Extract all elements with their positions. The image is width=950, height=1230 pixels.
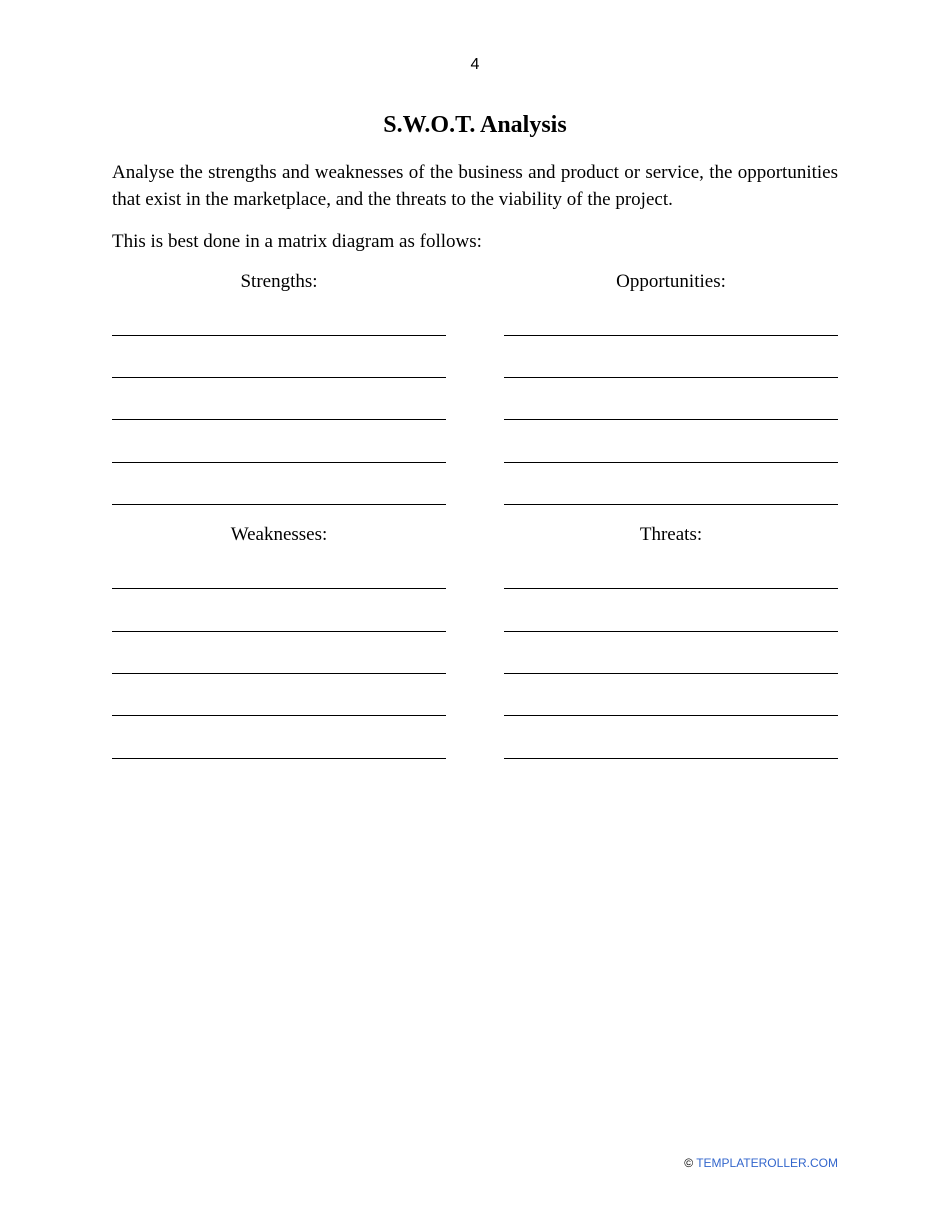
weaknesses-line[interactable] xyxy=(112,715,446,716)
weaknesses-line[interactable] xyxy=(112,631,446,632)
weaknesses-line[interactable] xyxy=(112,588,446,589)
threats-line[interactable] xyxy=(504,715,838,716)
footer-site-link[interactable]: TEMPLATEROLLER.COM xyxy=(696,1156,838,1170)
page-number: 4 xyxy=(470,56,480,73)
threats-line[interactable] xyxy=(504,588,838,589)
footer-credit xyxy=(684,1156,838,1170)
opportunities-line[interactable] xyxy=(504,419,838,420)
intro-paragraph: Analyse the strengths and weaknesses of the business and product or service, the opportunities that exist in the marketplace, and the threats to the viability of the project. xyxy=(112,162,838,210)
page-title: S.W.O.T. Analysis xyxy=(383,112,567,138)
weaknesses-line[interactable] xyxy=(112,673,446,674)
opportunities-label: Opportunities: xyxy=(616,271,726,292)
opportunities-line[interactable] xyxy=(504,462,838,463)
threats-line[interactable] xyxy=(504,673,838,674)
strengths-line[interactable] xyxy=(112,377,446,378)
opportunities-line[interactable] xyxy=(504,377,838,378)
strengths-line[interactable] xyxy=(112,504,446,505)
threats-line[interactable] xyxy=(504,631,838,632)
matrix-note: This is best done in a matrix diagram as follows: xyxy=(112,231,482,252)
weaknesses-line[interactable] xyxy=(112,758,446,759)
opportunities-line[interactable] xyxy=(504,504,838,505)
threats-line[interactable] xyxy=(504,758,838,759)
weaknesses-label: Weaknesses: xyxy=(230,524,328,545)
strengths-label: Strengths: xyxy=(240,271,318,292)
strengths-line[interactable] xyxy=(112,419,446,420)
strengths-line[interactable] xyxy=(112,462,446,463)
strengths-line[interactable] xyxy=(112,335,446,336)
copyright-symbol: © xyxy=(684,1156,694,1170)
threats-label: Threats: xyxy=(639,524,703,545)
opportunities-line[interactable] xyxy=(504,335,838,336)
